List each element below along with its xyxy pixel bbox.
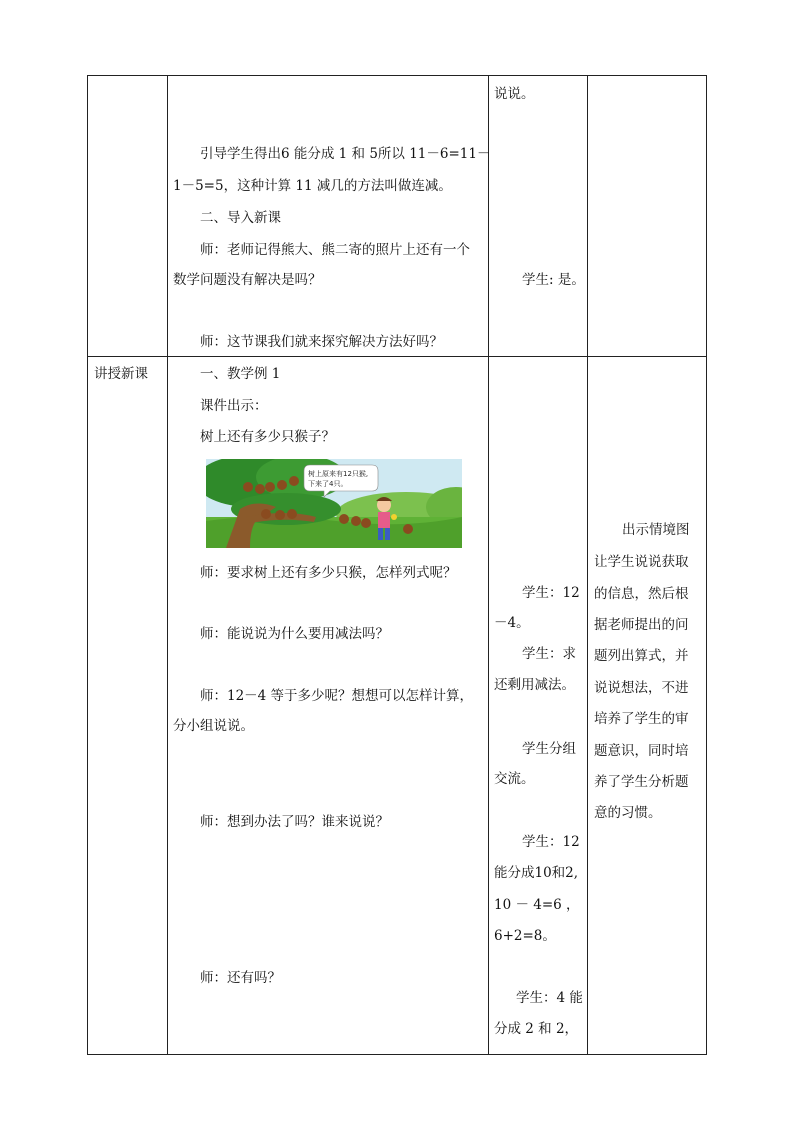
intent-text: 说说想法，不进 (594, 680, 689, 696)
table-left-border (87, 75, 88, 1055)
student-text: 还剩用减法。 (494, 677, 575, 693)
table-top-border (87, 75, 707, 76)
teacher-text: 课件出示： (200, 398, 268, 414)
student-text: 学生：12 (522, 834, 580, 850)
student-text: 10 － 4=6 ， (494, 897, 580, 913)
student-text: 学生: 是。 (522, 272, 585, 288)
section-heading: 一、教学例 1 (200, 366, 281, 382)
column-divider-2 (488, 75, 489, 1055)
teacher-text: 师：能说说为什么要用减法吗？ (200, 626, 389, 642)
bubble-text: 下来了4只。 (308, 480, 348, 488)
section-label: 讲授新课 (94, 366, 148, 382)
teacher-text: 分小组说说。 (173, 718, 254, 734)
teacher-text: 师：想到办法了吗？谁来说说？ (200, 814, 389, 830)
table-bottom-border (87, 1054, 707, 1055)
student-text: 能分成10和2, (494, 865, 579, 881)
teacher-text: 师：这节课我们就来探究解决方法好吗？ (200, 334, 443, 350)
student-text: 学生：12 (522, 585, 580, 601)
intent-text: 养了学生分析题 (594, 774, 689, 790)
column-divider-3 (587, 75, 588, 1055)
intent-text: 据老师提出的问 (594, 617, 689, 633)
student-text: 交流。 (494, 771, 535, 787)
intent-text: 让学生说说获取 (594, 554, 689, 570)
student-text: 学生分组 (522, 741, 576, 757)
bubble-text: 树上原来有12只猴, (308, 470, 369, 478)
column-divider-1 (167, 75, 168, 1055)
illustration-svg (206, 459, 462, 548)
intent-text: 培养了学生的审 (594, 711, 689, 727)
student-text: 学生：求 (522, 646, 576, 662)
intent-text: 意的习惯。 (594, 805, 662, 821)
student-text: 分成 2 和 2， (494, 1021, 579, 1037)
student-text: 学生：4 能 (516, 990, 583, 1006)
row-divider (87, 356, 707, 357)
student-text: －4。 (494, 615, 530, 631)
table-right-border (706, 75, 707, 1055)
intent-text: 题列出算式，并 (594, 648, 689, 664)
teacher-text: 引导学生得出6 能分成 1 和 5所以 11－6=11－ (200, 146, 491, 162)
teacher-text: 数学问题没有解决是吗？ (173, 272, 322, 288)
intent-text: 出示情境图 (622, 522, 690, 538)
section-heading: 二、导入新课 (200, 210, 281, 226)
teacher-text: 1－5=5，这种计算 11 减几的方法叫做连减。 (173, 178, 452, 194)
student-text: 6+2=8。 (494, 928, 556, 944)
teacher-text: 师：12－4 等于多少呢？想想可以怎样计算， (200, 688, 474, 704)
monkey-tree-illustration (206, 459, 462, 548)
teacher-text: 师：老师记得熊大、熊二寄的照片上还有一个 (200, 242, 470, 258)
teacher-text: 树上还有多少只猴子？ (200, 429, 335, 445)
student-text: 说说。 (494, 86, 535, 102)
teacher-text: 师：要求树上还有多少只猴，怎样列式呢？ (200, 565, 457, 581)
teacher-text: 师：还有吗？ (200, 970, 281, 986)
intent-text: 的信息，然后根 (594, 586, 689, 602)
intent-text: 题意识，同时培 (594, 743, 689, 759)
